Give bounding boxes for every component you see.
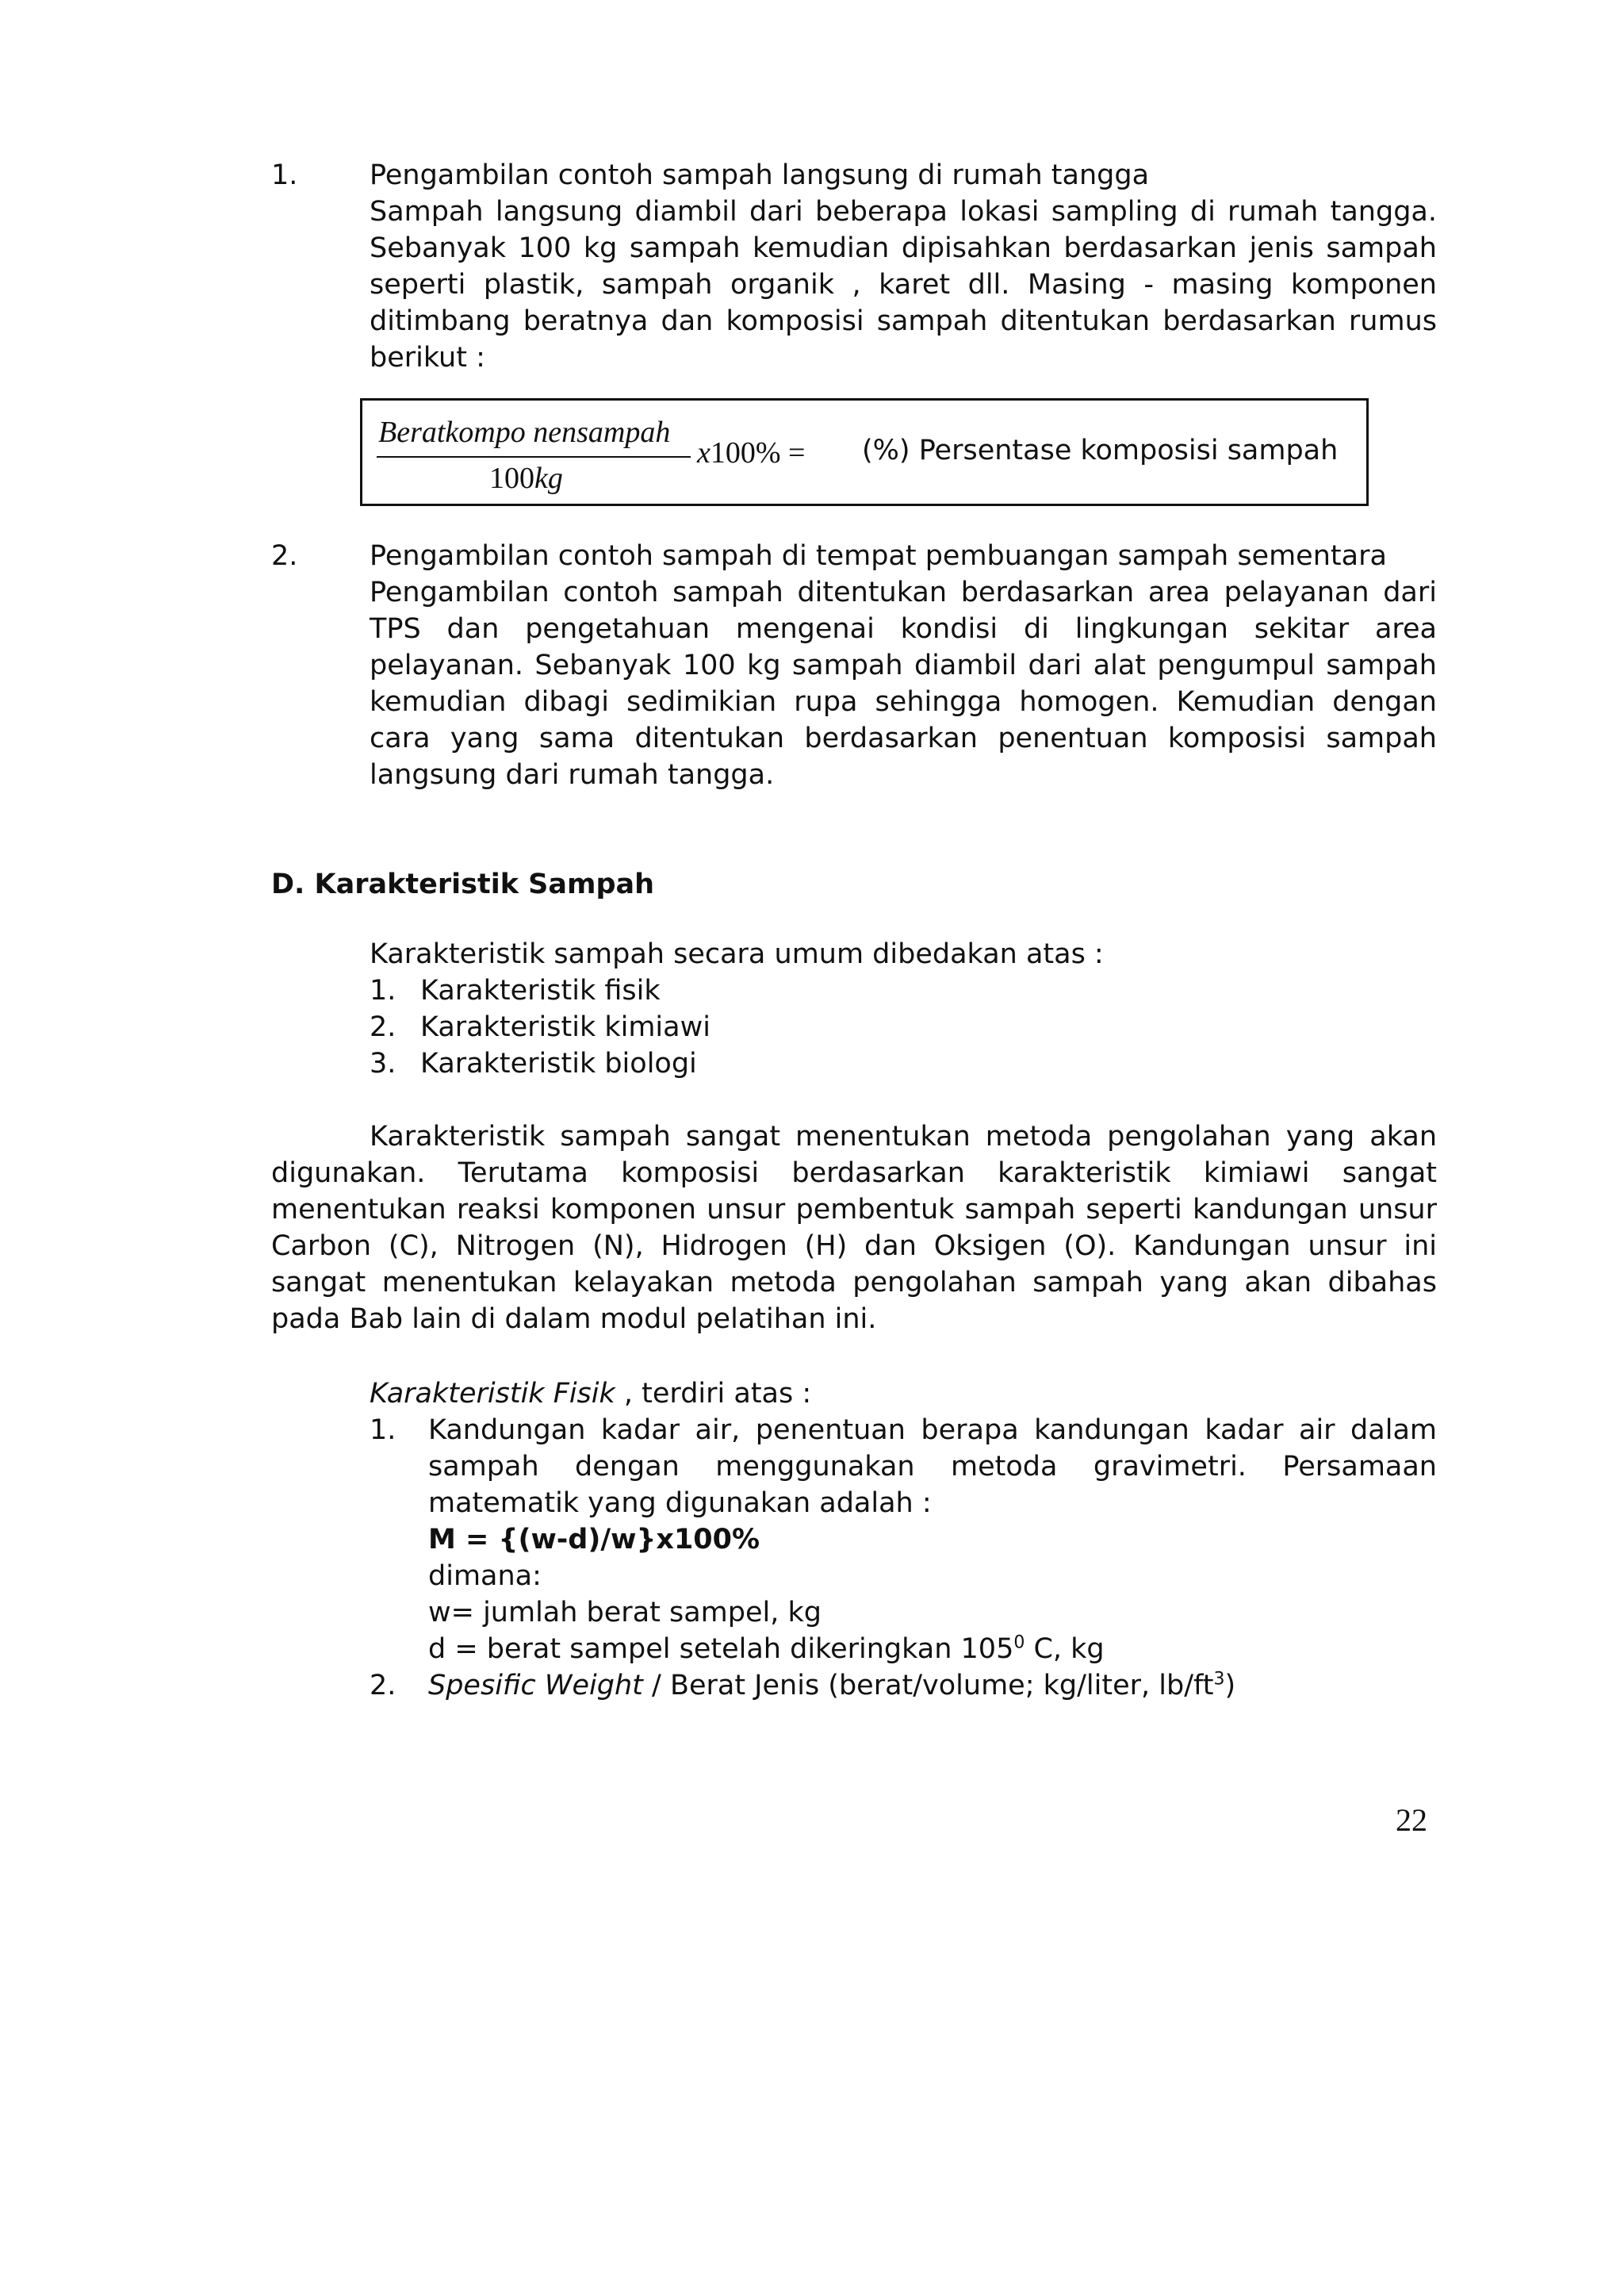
composition-formula-box [360, 398, 1369, 506]
item2-number: 2. [271, 540, 298, 572]
list-item-number: 3. [370, 1048, 396, 1080]
fisik-item2-number: 2. [370, 1670, 396, 1701]
formula-multiplier-x: x [697, 436, 710, 470]
formula-description: (%) Persentase komposisi sampah [862, 435, 1339, 466]
fisik-label [370, 1375, 811, 1412]
w-definition: w= jumlah berat sampel, kg [428, 1597, 822, 1628]
formula-multiplier-value: 100% = [710, 436, 806, 470]
specific-weight-rest: / Berat Jenis (berat/volume; kg/liter, lb/ft [642, 1670, 1214, 1701]
characteristics-paragraph: Karakteristik sampah sangat menentukan metoda pengolahan yang akan digunakan. Terutama komposisi berdasarkan karakteristik kimiawi sangat menentukan reaksi komponen unsur pembentuk sampah seperti kandungan unsur Carbon (C), Nitrogen (N), Hidrogen (H) dan Oksigen (O). Kandungan unsur ini sangat menentukan kelayakan metoda pengolahan sampah yang akan dibahas pada Bab lain di dalam modul pelatihan ini. [271, 1121, 1437, 1335]
degree-superscript: 0 [1013, 1632, 1025, 1653]
formula-denominator-number: 100 [489, 462, 534, 495]
section-heading: D. Karakteristik Sampah [271, 869, 655, 900]
formula-numerator: Beratkompo nensampah [378, 416, 671, 449]
specific-weight-end: ) [1224, 1670, 1236, 1701]
formula-multiplier [697, 435, 805, 470]
item1-body: Sampah langsung diambil dari beberapa lokasi sampling di rumah tangga. Sebanyak 100 kg sampah kemudian dipisahkan berdasarkan jenis sampah seperti plastik, sampah organik , karet dll. Masing - masing komponen ditimbang beratnya dan komposisi sampah ditentukan berdasarkan rumus berikut : [370, 196, 1437, 374]
list-item-fisik: Karakteristik fisik [420, 975, 661, 1007]
fisik-label-italic: Karakteristik Fisik [370, 1378, 615, 1410]
moisture-equation: M = {(w-d)/w}x100% [428, 1524, 760, 1555]
item1-title: Pengambilan contoh sampah langsung di rumah tangga [370, 159, 1150, 191]
item2-body: Pengambilan contoh sampah ditentukan berdasarkan area pelayanan dari TPS dan pengetahuan mengenai kondisi di lingkungan sekitar area pelayanan. Sebanyak 100 kg sampah diambil dari alat pengumpul sampah kemudian dibagi sedimikian rupa sehingga homogen. Kemudian dengan cara yang sama ditentukan berdasarkan penentuan komposisi sampah langsung dari rumah tangga. [370, 577, 1437, 791]
d-definition-text: d = berat sampel setelah dikeringkan 105 [428, 1633, 1014, 1665]
list-item-number: 2. [370, 1011, 396, 1043]
section-intro: Karakteristik sampah secara umum dibedakan atas : [370, 938, 1104, 970]
list-item-biologi: Karakteristik biologi [420, 1048, 697, 1080]
specific-weight-italic: Spesific Weight [428, 1670, 643, 1701]
item1-number: 1. [271, 159, 298, 191]
fisik-item1-number: 1. [370, 1414, 396, 1446]
dimana-label: dimana: [428, 1560, 542, 1592]
fisik-item1-text: Kandungan kadar air, penentuan berapa kandungan kadar air dalam sampah dengan menggunakan metoda gravimetri. Persamaan matematik yang digunakan adalah : [428, 1414, 1437, 1519]
formula-denominator-unit: kg [534, 462, 563, 495]
fraction-line [377, 456, 691, 458]
fisik-label-rest: , terdiri atas : [615, 1378, 812, 1410]
page-number: 22 [1396, 1802, 1427, 1838]
d-definition-unit: C, kg [1025, 1633, 1105, 1665]
list-item-number: 1. [370, 975, 396, 1007]
cubic-superscript: 3 [1213, 1669, 1225, 1690]
item2-title: Pengambilan contoh sampah di tempat pembuangan sampah sementara [370, 540, 1387, 572]
fisik-item2-text [428, 1667, 1235, 1704]
list-item-kimiawi: Karakteristik kimiawi [420, 1011, 710, 1043]
formula-denominator [489, 461, 563, 496]
d-definition [428, 1631, 1105, 1667]
